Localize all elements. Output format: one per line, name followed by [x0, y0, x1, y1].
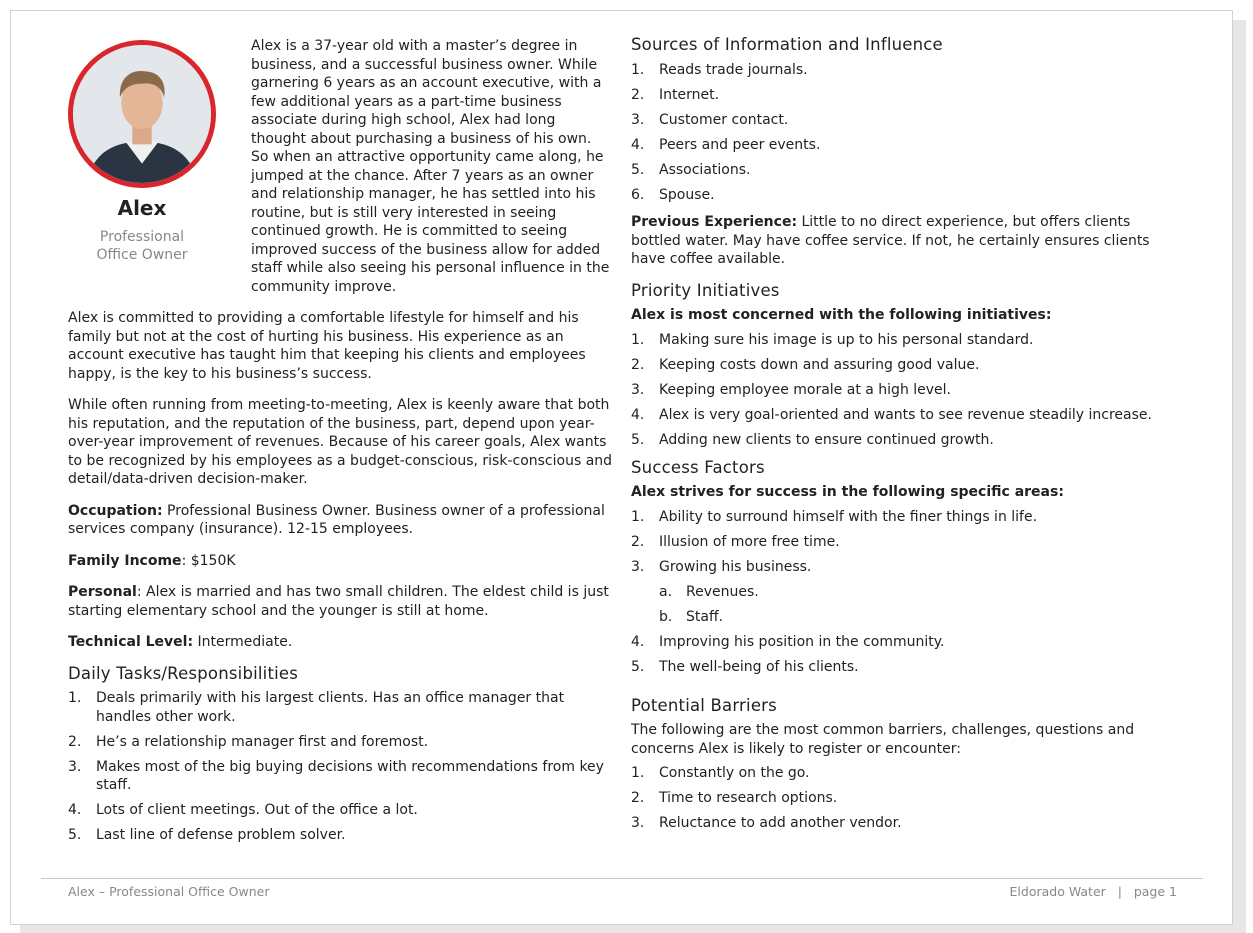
- list-item: [631, 558, 1181, 627]
- list-item-text: Customer contact.: [659, 111, 789, 128]
- success-list: [631, 508, 1181, 677]
- list-item-number: 4.: [631, 634, 645, 651]
- list-item: [631, 331, 1181, 350]
- list-item-text: Illusion of more free time.: [659, 533, 840, 550]
- list-item-number: 6.: [631, 186, 645, 203]
- occupation-field: [68, 502, 616, 539]
- list-item-text: Time to research options.: [659, 790, 838, 807]
- lifestyle-paragraph: Alex is committed to providing a comfortable lifestyle for himself and his family but not at the cost of hurting his business. His experience as an account executive has taught him that keeping his clients and employees happy, is the key to his business’s success.: [68, 310, 586, 382]
- profile-role-line1: Professional: [99, 229, 185, 245]
- list-item: [631, 658, 1181, 677]
- previous-experience-value: Little to no direct experience, but offers clients bottled water. May have coffee service. If not, he certainly ensures clients have coffee available.: [631, 214, 1150, 268]
- list-item-text: Improving his position in the community.: [659, 634, 945, 651]
- list-item-text: Makes most of the big buying decisions with recommendations from key staff.: [96, 758, 604, 794]
- list-item-number: 2.: [631, 533, 645, 550]
- list-item-letter: a.: [659, 584, 673, 601]
- previous-experience-field: [631, 213, 1181, 269]
- list-item: [68, 689, 616, 726]
- list-item: [631, 111, 1181, 130]
- footer-page: Eldorado Water | page 1: [1009, 884, 1177, 899]
- priority-heading: Priority Initiatives: [631, 280, 780, 300]
- list-item-text: Spouse.: [659, 186, 715, 203]
- list-item-text: Deals primarily with his largest clients. Has an office manager that handles other work.: [96, 690, 565, 725]
- barriers-intro: The following are the most common barriers, challenges, questions and concerns Alex is likely to register or encounter:: [631, 722, 1135, 757]
- list-item-text: Peers and peer events.: [659, 136, 821, 153]
- footer-divider: [41, 878, 1203, 879]
- list-item-text: Reads trade journals.: [659, 61, 808, 78]
- profile-role-line2: Office Owner: [96, 247, 188, 263]
- list-item-text: Revenues.: [686, 584, 759, 601]
- list-item-number: 2.: [631, 357, 645, 374]
- list-item: [631, 356, 1181, 375]
- list-item-number: 3.: [631, 111, 645, 128]
- list-item-text: Ability to surround himself with the finer things in life.: [659, 508, 1038, 525]
- success-sublist: [659, 583, 1181, 627]
- list-item: [631, 86, 1181, 105]
- list-item-number: 1.: [68, 690, 82, 706]
- list-item: [68, 758, 616, 795]
- reputation-paragraph: While often running from meeting-to-meeting, Alex is keenly aware that both his reputation, and the reputation of the business, part, depend upon year-over-year improvement of revenues. Because of his career goals, Alex wants to be recognized by his employees as a budget-conscious, risk-conscious and detail/data-driven decision-maker.: [68, 397, 613, 487]
- daily-tasks-list: [68, 689, 616, 845]
- list-item-number: 5.: [631, 432, 645, 449]
- person-photo-icon: [73, 45, 211, 183]
- income-value: : $150K: [181, 552, 236, 569]
- left-column: [68, 309, 616, 854]
- list-item: [631, 61, 1181, 80]
- list-item: [68, 801, 616, 820]
- list-item-number: 1.: [631, 61, 645, 78]
- list-item-number: 2.: [631, 86, 645, 103]
- daily-tasks-heading: Daily Tasks/Responsibilities: [68, 663, 299, 683]
- list-item: [631, 136, 1181, 155]
- list-item-number: 4.: [631, 407, 645, 424]
- list-item-number: 5.: [631, 161, 645, 178]
- list-item-text: Growing his business.: [659, 559, 812, 576]
- list-item: [659, 608, 1181, 627]
- list-item: [631, 406, 1181, 425]
- priority-lead: Alex is most concerned with the following initiatives:: [631, 307, 1052, 324]
- list-item-text: Last line of defense problem solver.: [96, 827, 346, 844]
- personal-field: [68, 583, 616, 620]
- personal-label: Personal: [68, 584, 137, 600]
- profile-role: [68, 228, 216, 264]
- personal-value: : Alex is married and has two small children. The eldest child is just starting elementary school and the younger is still at home.: [68, 584, 609, 619]
- income-field: [68, 552, 616, 571]
- list-item-text: Keeping employee morale at a high level.: [659, 382, 952, 399]
- list-item-text: Lots of client meetings. Out of the office a lot.: [96, 802, 418, 819]
- list-item-number: 4.: [631, 136, 645, 153]
- footer-title: Alex – Professional Office Owner: [68, 884, 270, 899]
- list-item-number: 1.: [631, 765, 645, 781]
- list-item: [631, 186, 1181, 205]
- occupation-label: Occupation:: [68, 502, 163, 519]
- list-item-text: Reluctance to add another vendor.: [659, 815, 902, 832]
- list-item-text: Making sure his image is up to his personal standard.: [659, 331, 1034, 348]
- previous-experience-label: Previous Experience:: [631, 214, 798, 231]
- list-item-number: 3.: [631, 559, 645, 576]
- list-item-text: Associations.: [659, 161, 751, 178]
- list-item: [659, 583, 1181, 602]
- barriers-list: [631, 764, 1181, 833]
- list-item: [631, 764, 1181, 783]
- list-item-text: Constantly on the go.: [659, 765, 810, 781]
- list-item-text: Adding new clients to ensure continued growth.: [659, 432, 994, 449]
- list-item-number: 1.: [631, 331, 645, 348]
- list-item-number: 5.: [631, 659, 645, 676]
- technical-value: Intermediate.: [193, 634, 293, 650]
- list-item-number: 3.: [631, 382, 645, 399]
- list-item-text: Alex is very goal-oriented and wants to see revenue steadily increase.: [659, 407, 1152, 424]
- profile-name: Alex: [117, 196, 167, 220]
- list-item-number: 3.: [631, 815, 645, 832]
- list-item-number: 2.: [68, 733, 82, 750]
- income-label: Family Income: [68, 552, 182, 569]
- profile-avatar: [68, 40, 216, 188]
- list-item-number: 2.: [631, 790, 645, 807]
- list-item: [631, 814, 1181, 833]
- list-item-text: Keeping costs down and assuring good value.: [659, 357, 980, 374]
- priority-list: [631, 331, 1181, 450]
- list-item: [631, 633, 1181, 652]
- list-item: [631, 533, 1181, 552]
- list-item: [631, 508, 1181, 527]
- barriers-heading: Potential Barriers: [631, 695, 777, 715]
- success-lead: Alex strives for success in the following specific areas:: [631, 484, 1064, 501]
- list-item-text: Staff.: [686, 609, 724, 626]
- sources-heading: Sources of Information and Influence: [631, 35, 943, 54]
- list-item: [68, 826, 616, 845]
- list-item-text: Internet.: [659, 86, 720, 103]
- technical-label: Technical Level:: [68, 634, 194, 650]
- sources-list: [631, 61, 1181, 205]
- list-item: [631, 789, 1181, 808]
- list-item: [68, 733, 616, 752]
- list-item-text: The well-being of his clients.: [659, 659, 859, 676]
- success-heading: Success Factors: [631, 457, 765, 477]
- list-item: [631, 161, 1181, 180]
- list-item-letter: b.: [659, 609, 673, 626]
- right-column: [631, 36, 1181, 842]
- list-item: [631, 381, 1181, 400]
- list-item-number: 3.: [68, 758, 82, 775]
- list-item-number: 4.: [68, 802, 82, 819]
- list-item-number: 5.: [68, 827, 82, 844]
- occupation-value: Professional Business Owner. Business owner of a professional services company (insurance). 12-15 employees.: [68, 502, 605, 537]
- list-item-number: 1.: [631, 508, 645, 525]
- intro-paragraph: Alex is a 37-year old with a master’s degree in business, and a successful business owner. While garnering 6 years as an account executive, with a few additional years as a part-time business associate during high school, Alex had long thought about purchasing a business of his own. So when an attractive opportunity came along, he jumped at the chance. After 7 years as an owner and relationship manager, he has settled into his routine, but is still very interested in seeing continued growth. He is committed to seeing improved success of the business allow for added staff while also seeing his personal influence in the community improve.: [251, 38, 610, 295]
- list-item-text: He’s a relationship manager first and foremost.: [96, 733, 429, 750]
- technical-field: [68, 633, 616, 652]
- list-item: [631, 431, 1181, 450]
